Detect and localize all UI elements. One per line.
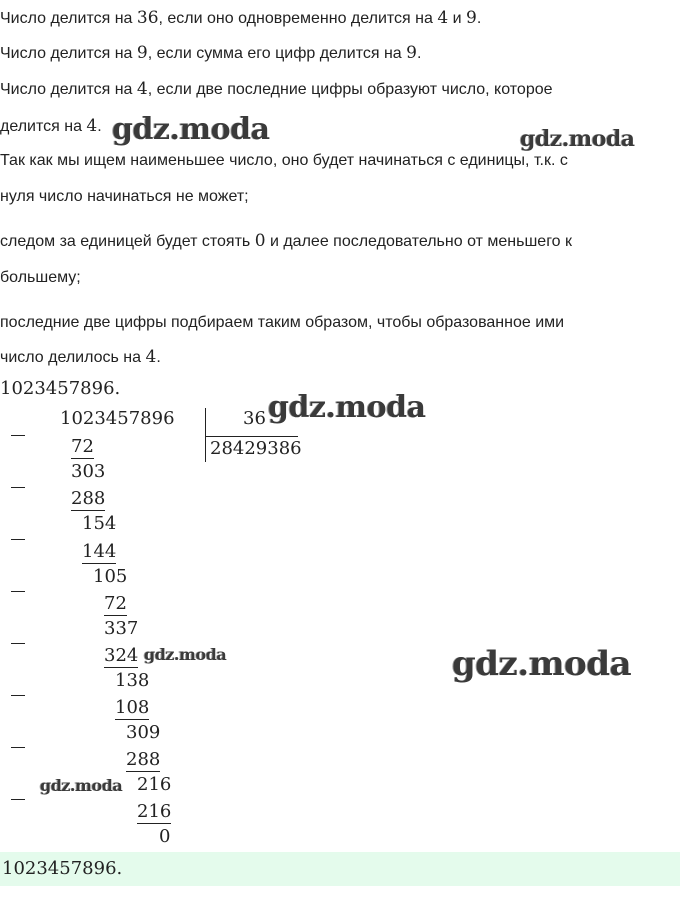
step-remainder: 303 — [71, 461, 106, 482]
step-remainder: 337 — [104, 618, 139, 639]
minus-sign — [11, 591, 25, 592]
reasoning-line: следом за единицей будет стоять 0 и далее последовательно от меньшего к — [0, 231, 573, 251]
divisor: 36 — [243, 408, 266, 429]
step-subtrahend: 144 — [82, 541, 117, 562]
step-remainder: 216 — [137, 774, 172, 795]
step-remainder: 105 — [93, 566, 128, 587]
answer-box — [0, 852, 680, 886]
watermark: gdz.moda — [144, 645, 227, 664]
minus-sign — [11, 435, 25, 436]
rule-4-cont: делится на 4. — [0, 116, 102, 136]
step-remainder: 309 — [126, 722, 161, 743]
step-remainder: 138 — [115, 670, 150, 691]
step-subtrahend: 72 — [71, 436, 94, 457]
step-remainder: 154 — [82, 513, 117, 534]
reasoning-line: нуля число начинаться не может; — [0, 188, 249, 205]
reasoning-line: Так как мы ищем наименьшее число, оно будет начинаться с единицы, т.к. с — [0, 152, 568, 169]
step-subtrahend: 288 — [126, 749, 161, 770]
watermark: gdz.moda — [40, 776, 123, 795]
answer-text: 1023457896. — [2, 858, 123, 879]
watermark: gdz.moda — [112, 112, 270, 147]
reasoning-line: последние две цифры подбираем таким образом, чтобы образованное ими — [0, 314, 565, 331]
watermark: gdz.moda — [452, 644, 632, 684]
candidate-number: 1023457896. — [0, 378, 121, 399]
division-bar — [205, 408, 206, 462]
watermark: gdz.moda — [268, 390, 426, 425]
minus-sign — [11, 695, 25, 696]
rule-9: Число делится на 9, если сумма его цифр делится на 9. — [0, 43, 422, 63]
step-subtrahend: 108 — [115, 697, 150, 718]
dividend: 1023457896 — [60, 408, 175, 429]
quotient: 28429386 — [210, 438, 302, 459]
reasoning-line: большему; — [0, 269, 81, 286]
rule-36: Число делится на 36, если оно одновременно делится на 4 и 9. — [0, 8, 482, 28]
step-subtrahend: 288 — [71, 488, 106, 509]
reasoning-line: число делилось на 4. — [0, 347, 161, 367]
minus-sign — [11, 747, 25, 748]
step-subtrahend: 216 — [137, 801, 172, 822]
step-subtrahend: 324 — [104, 645, 139, 666]
watermark: gdz.moda — [520, 126, 635, 152]
step-remainder: 0 — [159, 826, 171, 847]
minus-sign — [11, 799, 25, 800]
minus-sign — [11, 487, 25, 488]
divisor-underline — [206, 436, 298, 437]
minus-sign — [11, 643, 25, 644]
rule-4: Число делится на 4, если две последние цифры образуют число, которое — [0, 79, 553, 99]
step-subtrahend: 72 — [104, 593, 127, 614]
minus-sign — [11, 539, 25, 540]
num-36: 36 — [136, 8, 159, 28]
